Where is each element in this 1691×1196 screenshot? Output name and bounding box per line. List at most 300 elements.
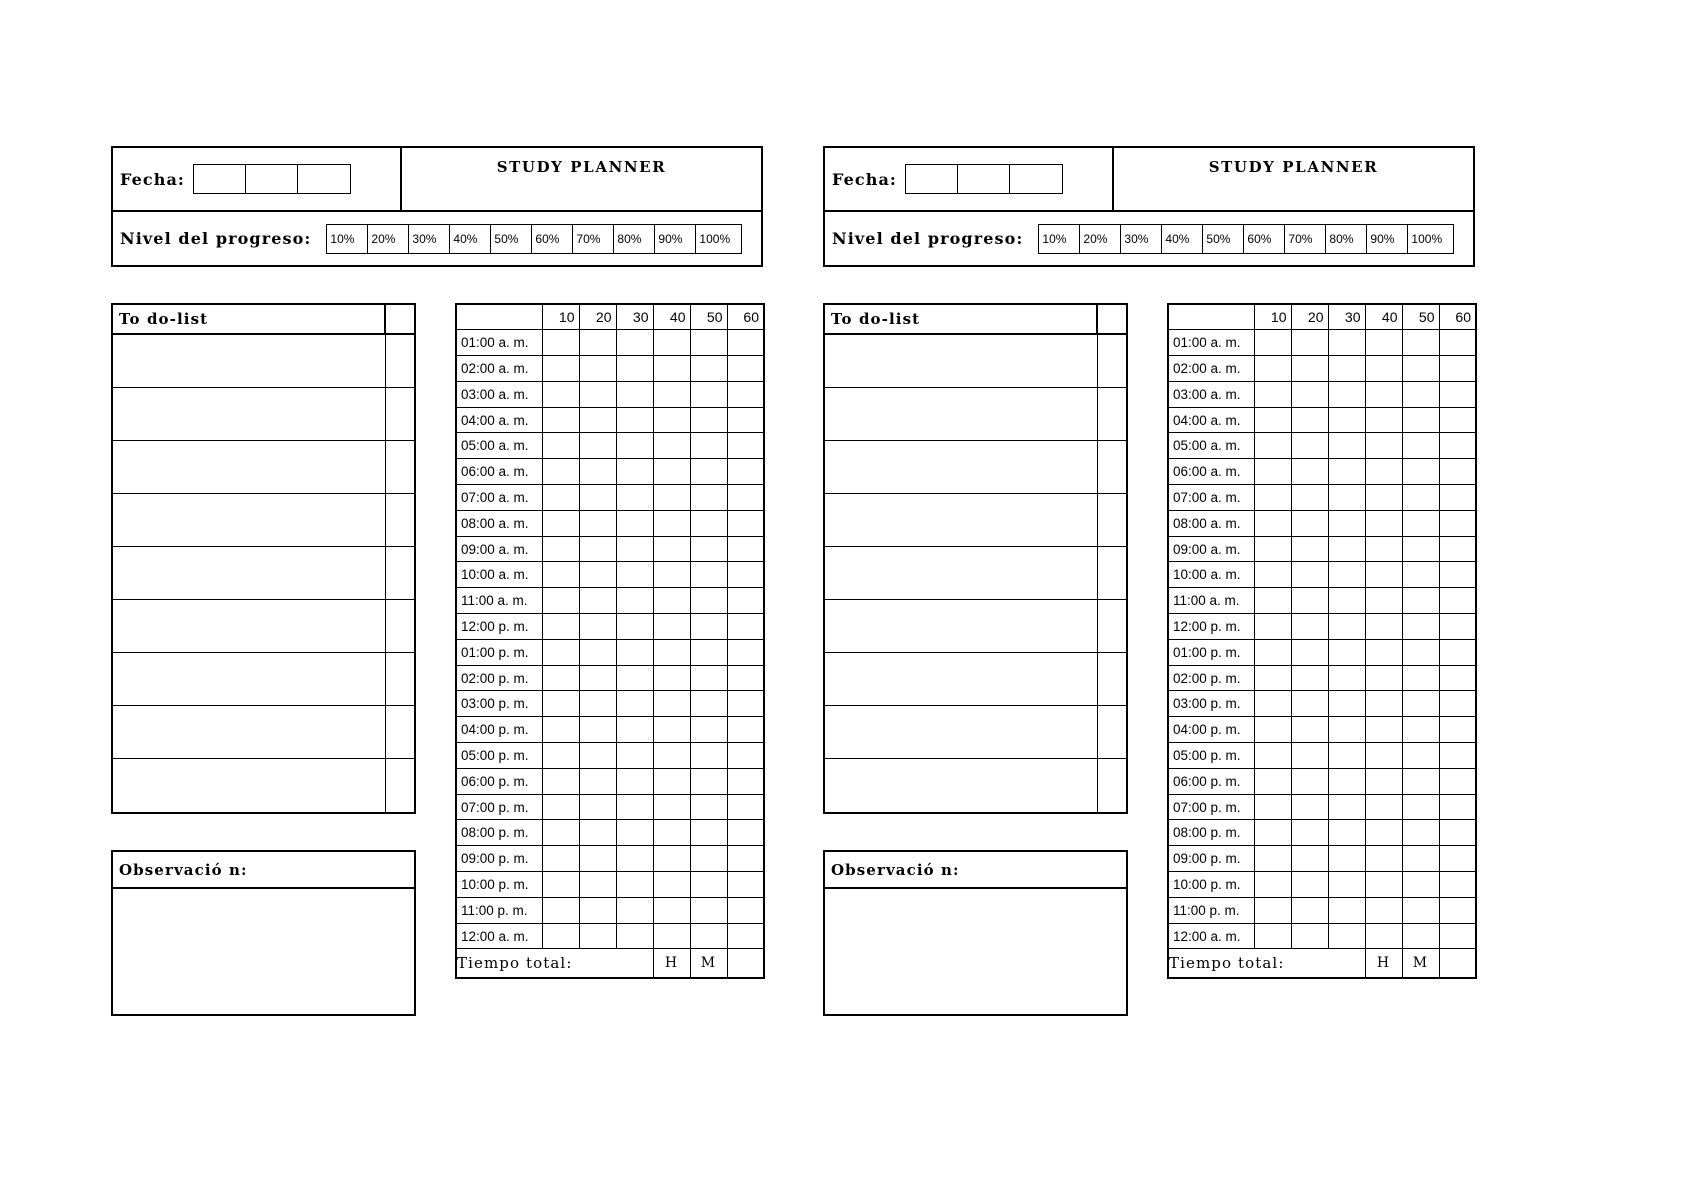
- time-slot-cell[interactable]: [690, 872, 727, 898]
- time-slot-cell[interactable]: [653, 614, 690, 640]
- time-slot-cell[interactable]: [616, 356, 653, 382]
- time-slot-cell[interactable]: [1402, 459, 1439, 485]
- total-minutes-value[interactable]: [727, 949, 764, 978]
- time-slot-cell[interactable]: [579, 614, 616, 640]
- date-box-year[interactable]: [298, 165, 350, 193]
- time-slot-cell[interactable]: [1328, 923, 1365, 949]
- time-slot-cell[interactable]: [1254, 330, 1291, 356]
- time-slot-cell[interactable]: [1365, 717, 1402, 743]
- time-slot-cell[interactable]: [1254, 356, 1291, 382]
- time-slot-cell[interactable]: [542, 330, 579, 356]
- time-slot-cell[interactable]: [1402, 510, 1439, 536]
- time-slot-cell[interactable]: [542, 794, 579, 820]
- todo-row-text[interactable]: [825, 335, 1098, 387]
- time-slot-cell[interactable]: [1439, 743, 1476, 769]
- progress-step-60[interactable]: 60%: [1244, 225, 1285, 253]
- todo-row-text[interactable]: [113, 653, 386, 705]
- time-slot-cell[interactable]: [727, 691, 764, 717]
- todo-row[interactable]: [113, 388, 414, 441]
- time-slot-cell[interactable]: [542, 897, 579, 923]
- todo-row[interactable]: [113, 494, 414, 547]
- time-slot-cell[interactable]: [542, 923, 579, 949]
- time-slot-cell[interactable]: [1328, 820, 1365, 846]
- todo-row-text[interactable]: [113, 388, 386, 440]
- time-slot-cell[interactable]: [653, 510, 690, 536]
- todo-row-text[interactable]: [825, 441, 1098, 493]
- time-slot-cell[interactable]: [1291, 356, 1328, 382]
- time-slot-cell[interactable]: [1365, 562, 1402, 588]
- time-slot-cell[interactable]: [1365, 614, 1402, 640]
- time-slot-cell[interactable]: [1328, 485, 1365, 511]
- time-slot-cell[interactable]: [1254, 536, 1291, 562]
- todo-row[interactable]: [113, 759, 414, 812]
- time-slot-cell[interactable]: [1254, 485, 1291, 511]
- progress-step-30[interactable]: 30%: [409, 225, 450, 253]
- time-slot-cell[interactable]: [690, 356, 727, 382]
- time-slot-cell[interactable]: [1439, 923, 1476, 949]
- progress-step-70[interactable]: 70%: [1285, 225, 1326, 253]
- time-slot-cell[interactable]: [579, 717, 616, 743]
- time-slot-cell[interactable]: [542, 665, 579, 691]
- time-slot-cell[interactable]: [1365, 536, 1402, 562]
- time-slot-cell[interactable]: [727, 356, 764, 382]
- time-slot-cell[interactable]: [1439, 459, 1476, 485]
- time-slot-cell[interactable]: [1402, 923, 1439, 949]
- time-slot-cell[interactable]: [1291, 717, 1328, 743]
- time-slot-cell[interactable]: [1328, 536, 1365, 562]
- todo-row-checkbox[interactable]: [1098, 494, 1126, 546]
- todo-row[interactable]: [825, 706, 1126, 759]
- time-slot-cell[interactable]: [1291, 459, 1328, 485]
- total-hours-unit[interactable]: H: [653, 949, 690, 978]
- time-slot-cell[interactable]: [653, 743, 690, 769]
- todo-row-checkbox[interactable]: [1098, 759, 1126, 812]
- todo-row-text[interactable]: [113, 600, 386, 652]
- todo-row-checkbox[interactable]: [386, 653, 414, 705]
- time-slot-cell[interactable]: [542, 614, 579, 640]
- time-slot-cell[interactable]: [727, 433, 764, 459]
- time-slot-cell[interactable]: [616, 846, 653, 872]
- time-slot-cell[interactable]: [579, 846, 616, 872]
- time-slot-cell[interactable]: [690, 459, 727, 485]
- time-slot-cell[interactable]: [1254, 897, 1291, 923]
- time-slot-cell[interactable]: [1328, 330, 1365, 356]
- time-slot-cell[interactable]: [579, 923, 616, 949]
- time-slot-cell[interactable]: [616, 923, 653, 949]
- time-slot-cell[interactable]: [1402, 562, 1439, 588]
- time-slot-cell[interactable]: [727, 562, 764, 588]
- todo-row[interactable]: [825, 335, 1126, 388]
- time-slot-cell[interactable]: [1402, 485, 1439, 511]
- progress-scale[interactable]: [326, 224, 742, 254]
- date-box-month[interactable]: [958, 165, 1010, 193]
- time-slot-cell[interactable]: [616, 330, 653, 356]
- time-slot-cell[interactable]: [579, 691, 616, 717]
- time-slot-cell[interactable]: [1328, 459, 1365, 485]
- todo-row-text[interactable]: [113, 494, 386, 546]
- time-slot-cell[interactable]: [1365, 381, 1402, 407]
- time-slot-cell[interactable]: [690, 768, 727, 794]
- time-slot-cell[interactable]: [727, 614, 764, 640]
- time-slot-cell[interactable]: [1439, 407, 1476, 433]
- progress-step-100[interactable]: 100%: [699, 232, 731, 246]
- time-slot-cell[interactable]: [1402, 768, 1439, 794]
- time-slot-cell[interactable]: [1328, 768, 1365, 794]
- time-slot-cell[interactable]: [579, 510, 616, 536]
- observation-textarea[interactable]: [113, 889, 414, 1014]
- time-slot-cell[interactable]: [579, 639, 616, 665]
- time-slot-cell[interactable]: [1365, 691, 1402, 717]
- time-slot-cell[interactable]: [1402, 897, 1439, 923]
- time-slot-cell[interactable]: [1402, 536, 1439, 562]
- time-slot-cell[interactable]: [579, 433, 616, 459]
- time-slot-cell[interactable]: [727, 639, 764, 665]
- time-slot-cell[interactable]: [653, 381, 690, 407]
- time-slot-cell[interactable]: [653, 562, 690, 588]
- time-slot-cell[interactable]: [1254, 923, 1291, 949]
- time-slot-cell[interactable]: [1291, 820, 1328, 846]
- progress-step-40[interactable]: 40%: [1162, 225, 1203, 253]
- time-slot-cell[interactable]: [1365, 639, 1402, 665]
- time-slot-cell[interactable]: [727, 846, 764, 872]
- time-slot-cell[interactable]: [727, 768, 764, 794]
- time-slot-cell[interactable]: [1439, 665, 1476, 691]
- time-slot-cell[interactable]: [1254, 639, 1291, 665]
- time-slot-cell[interactable]: [1439, 820, 1476, 846]
- todo-row-checkbox[interactable]: [1098, 441, 1126, 493]
- progress-step-100[interactable]: 100%: [1411, 232, 1443, 246]
- time-slot-cell[interactable]: [690, 820, 727, 846]
- time-slot-cell[interactable]: [1254, 433, 1291, 459]
- progress-step-50[interactable]: 50%: [491, 225, 532, 253]
- time-slot-cell[interactable]: [1365, 768, 1402, 794]
- todo-row-checkbox[interactable]: [386, 388, 414, 440]
- time-slot-cell[interactable]: [1365, 872, 1402, 898]
- time-slot-cell[interactable]: [542, 820, 579, 846]
- time-slot-cell[interactable]: [616, 794, 653, 820]
- time-slot-cell[interactable]: [542, 433, 579, 459]
- progress-step-10[interactable]: 10%: [327, 225, 368, 253]
- time-slot-cell[interactable]: [1439, 872, 1476, 898]
- time-slot-cell[interactable]: [542, 743, 579, 769]
- time-slot-cell[interactable]: [690, 536, 727, 562]
- time-slot-cell[interactable]: [1291, 510, 1328, 536]
- time-slot-cell[interactable]: [1439, 330, 1476, 356]
- time-slot-cell[interactable]: [1328, 381, 1365, 407]
- time-slot-cell[interactable]: [1402, 872, 1439, 898]
- progress-step-40[interactable]: 40%: [450, 225, 491, 253]
- time-slot-cell[interactable]: [1402, 356, 1439, 382]
- time-slot-cell[interactable]: [616, 510, 653, 536]
- time-slot-cell[interactable]: [579, 897, 616, 923]
- time-slot-cell[interactable]: [579, 407, 616, 433]
- time-slot-cell[interactable]: [653, 588, 690, 614]
- time-slot-cell[interactable]: [542, 485, 579, 511]
- time-slot-cell[interactable]: [1291, 536, 1328, 562]
- todo-row-text[interactable]: [825, 547, 1098, 599]
- date-boxes[interactable]: [193, 164, 351, 194]
- time-slot-cell[interactable]: [1254, 665, 1291, 691]
- time-slot-cell[interactable]: [727, 897, 764, 923]
- time-slot-cell[interactable]: [1439, 717, 1476, 743]
- todo-row-text[interactable]: [825, 494, 1098, 546]
- time-slot-cell[interactable]: [1254, 691, 1291, 717]
- time-slot-cell[interactable]: [1402, 691, 1439, 717]
- time-slot-cell[interactable]: [1439, 510, 1476, 536]
- time-slot-cell[interactable]: [1328, 588, 1365, 614]
- todo-row-text[interactable]: [113, 441, 386, 493]
- time-slot-cell[interactable]: [653, 639, 690, 665]
- time-slot-cell[interactable]: [690, 691, 727, 717]
- time-slot-cell[interactable]: [1365, 846, 1402, 872]
- time-slot-cell[interactable]: [1439, 768, 1476, 794]
- todo-row-text[interactable]: [113, 759, 386, 812]
- time-slot-cell[interactable]: [616, 743, 653, 769]
- time-slot-cell[interactable]: [1402, 588, 1439, 614]
- time-slot-cell[interactable]: [616, 897, 653, 923]
- time-slot-cell[interactable]: [727, 536, 764, 562]
- todo-row[interactable]: [113, 706, 414, 759]
- time-slot-cell[interactable]: [1402, 717, 1439, 743]
- time-slot-cell[interactable]: [542, 691, 579, 717]
- time-slot-cell[interactable]: [1291, 433, 1328, 459]
- time-slot-cell[interactable]: [1291, 897, 1328, 923]
- progress-step-60[interactable]: 60%: [532, 225, 573, 253]
- todo-row-checkbox[interactable]: [386, 335, 414, 387]
- time-slot-cell[interactable]: [1254, 820, 1291, 846]
- time-slot-cell[interactable]: [542, 639, 579, 665]
- todo-row-text[interactable]: [825, 759, 1098, 812]
- time-slot-cell[interactable]: [579, 485, 616, 511]
- time-slot-cell[interactable]: [616, 665, 653, 691]
- time-slot-cell[interactable]: [1291, 665, 1328, 691]
- time-slot-cell[interactable]: [653, 820, 690, 846]
- time-slot-cell[interactable]: [1365, 485, 1402, 511]
- time-slot-cell[interactable]: [653, 768, 690, 794]
- time-slot-cell[interactable]: [727, 717, 764, 743]
- time-slot-cell[interactable]: [616, 614, 653, 640]
- time-slot-cell[interactable]: [1254, 562, 1291, 588]
- time-slot-cell[interactable]: [542, 717, 579, 743]
- time-slot-cell[interactable]: [579, 743, 616, 769]
- time-slot-cell[interactable]: [542, 536, 579, 562]
- time-slot-cell[interactable]: [1291, 330, 1328, 356]
- time-slot-cell[interactable]: [542, 356, 579, 382]
- time-slot-cell[interactable]: [653, 794, 690, 820]
- time-slot-cell[interactable]: [1291, 614, 1328, 640]
- time-slot-cell[interactable]: [1254, 407, 1291, 433]
- todo-row[interactable]: [825, 388, 1126, 441]
- time-slot-cell[interactable]: [1328, 717, 1365, 743]
- time-slot-cell[interactable]: [727, 923, 764, 949]
- time-slot-cell[interactable]: [1439, 614, 1476, 640]
- todo-row-checkbox[interactable]: [386, 706, 414, 758]
- time-slot-cell[interactable]: [690, 794, 727, 820]
- time-slot-cell[interactable]: [1291, 794, 1328, 820]
- time-slot-cell[interactable]: [1402, 407, 1439, 433]
- time-slot-cell[interactable]: [579, 872, 616, 898]
- time-slot-cell[interactable]: [616, 536, 653, 562]
- todo-row[interactable]: [113, 441, 414, 494]
- time-slot-cell[interactable]: [1439, 536, 1476, 562]
- time-slot-cell[interactable]: [1328, 614, 1365, 640]
- time-slot-cell[interactable]: [690, 923, 727, 949]
- time-slot-cell[interactable]: [1402, 614, 1439, 640]
- time-slot-cell[interactable]: [1291, 639, 1328, 665]
- time-slot-cell[interactable]: [1291, 562, 1328, 588]
- todo-row-text[interactable]: [825, 653, 1098, 705]
- time-slot-cell[interactable]: [1254, 768, 1291, 794]
- time-slot-cell[interactable]: [1439, 381, 1476, 407]
- time-slot-cell[interactable]: [616, 485, 653, 511]
- time-slot-cell[interactable]: [1291, 872, 1328, 898]
- time-slot-cell[interactable]: [1291, 691, 1328, 717]
- total-minutes-unit[interactable]: M: [1402, 949, 1439, 978]
- time-slot-cell[interactable]: [579, 820, 616, 846]
- time-slot-cell[interactable]: [653, 330, 690, 356]
- todo-row[interactable]: [825, 547, 1126, 600]
- time-slot-cell[interactable]: [1254, 794, 1291, 820]
- time-slot-cell[interactable]: [542, 846, 579, 872]
- time-slot-cell[interactable]: [1439, 356, 1476, 382]
- todo-row[interactable]: [825, 441, 1126, 494]
- time-slot-cell[interactable]: [1291, 381, 1328, 407]
- time-slot-cell[interactable]: [542, 510, 579, 536]
- time-slot-cell[interactable]: [1328, 639, 1365, 665]
- time-slot-cell[interactable]: [1402, 794, 1439, 820]
- time-slot-cell[interactable]: [579, 381, 616, 407]
- time-slot-cell[interactable]: [542, 588, 579, 614]
- time-slot-cell[interactable]: [1291, 743, 1328, 769]
- time-slot-cell[interactable]: [1365, 820, 1402, 846]
- time-slot-cell[interactable]: [542, 872, 579, 898]
- time-slot-cell[interactable]: [1328, 872, 1365, 898]
- time-slot-cell[interactable]: [1365, 897, 1402, 923]
- todo-row[interactable]: [825, 759, 1126, 812]
- time-slot-cell[interactable]: [690, 665, 727, 691]
- time-slot-cell[interactable]: [1439, 846, 1476, 872]
- time-slot-cell[interactable]: [1328, 846, 1365, 872]
- time-slot-cell[interactable]: [653, 356, 690, 382]
- time-slot-cell[interactable]: [1291, 588, 1328, 614]
- time-slot-cell[interactable]: [727, 872, 764, 898]
- time-slot-cell[interactable]: [727, 820, 764, 846]
- observation-textarea[interactable]: [825, 889, 1126, 1014]
- todo-row-text[interactable]: [113, 706, 386, 758]
- time-slot-cell[interactable]: [727, 794, 764, 820]
- time-slot-cell[interactable]: [1402, 846, 1439, 872]
- time-slot-cell[interactable]: [579, 794, 616, 820]
- time-slot-cell[interactable]: [616, 588, 653, 614]
- time-slot-cell[interactable]: [690, 562, 727, 588]
- todo-row-checkbox[interactable]: [386, 759, 414, 812]
- time-slot-cell[interactable]: [1365, 588, 1402, 614]
- total-minutes-unit[interactable]: M: [690, 949, 727, 978]
- todo-row-checkbox[interactable]: [1098, 388, 1126, 440]
- time-slot-cell[interactable]: [1328, 897, 1365, 923]
- todo-row-checkbox[interactable]: [386, 547, 414, 599]
- time-slot-cell[interactable]: [1402, 820, 1439, 846]
- time-slot-cell[interactable]: [727, 485, 764, 511]
- time-slot-cell[interactable]: [1254, 872, 1291, 898]
- date-box-month[interactable]: [246, 165, 298, 193]
- time-slot-cell[interactable]: [727, 407, 764, 433]
- time-slot-cell[interactable]: [1402, 743, 1439, 769]
- time-slot-cell[interactable]: [579, 459, 616, 485]
- time-slot-cell[interactable]: [727, 330, 764, 356]
- time-slot-cell[interactable]: [690, 381, 727, 407]
- time-slot-cell[interactable]: [1254, 510, 1291, 536]
- time-slot-cell[interactable]: [727, 665, 764, 691]
- time-slot-cell[interactable]: [690, 407, 727, 433]
- time-slot-cell[interactable]: [1365, 510, 1402, 536]
- todo-row-checkbox[interactable]: [386, 441, 414, 493]
- time-slot-cell[interactable]: [1328, 562, 1365, 588]
- todo-row[interactable]: [113, 600, 414, 653]
- time-slot-cell[interactable]: [1365, 459, 1402, 485]
- time-slot-cell[interactable]: [1328, 743, 1365, 769]
- time-slot-cell[interactable]: [1328, 794, 1365, 820]
- time-slot-cell[interactable]: [690, 717, 727, 743]
- time-slot-cell[interactable]: [1365, 794, 1402, 820]
- time-slot-cell[interactable]: [542, 407, 579, 433]
- todo-row-checkbox[interactable]: [1098, 547, 1126, 599]
- todo-row[interactable]: [113, 653, 414, 706]
- todo-row[interactable]: [825, 600, 1126, 653]
- todo-row-checkbox[interactable]: [1098, 653, 1126, 705]
- time-slot-cell[interactable]: [1254, 846, 1291, 872]
- time-slot-cell[interactable]: [616, 381, 653, 407]
- date-box-day[interactable]: [194, 165, 246, 193]
- time-slot-cell[interactable]: [542, 562, 579, 588]
- time-slot-cell[interactable]: [1439, 794, 1476, 820]
- time-slot-cell[interactable]: [616, 691, 653, 717]
- total-hours-unit[interactable]: H: [1365, 949, 1402, 978]
- todo-row-text[interactable]: [825, 388, 1098, 440]
- date-boxes[interactable]: [905, 164, 1063, 194]
- todo-row-text[interactable]: [825, 600, 1098, 652]
- time-slot-cell[interactable]: [1254, 588, 1291, 614]
- progress-step-10[interactable]: 10%: [1039, 225, 1080, 253]
- time-slot-cell[interactable]: [653, 433, 690, 459]
- todo-row-checkbox[interactable]: [1098, 600, 1126, 652]
- time-slot-cell[interactable]: [1365, 743, 1402, 769]
- time-slot-cell[interactable]: [1291, 846, 1328, 872]
- time-slot-cell[interactable]: [1254, 743, 1291, 769]
- time-slot-cell[interactable]: [579, 665, 616, 691]
- time-slot-cell[interactable]: [653, 717, 690, 743]
- time-slot-cell[interactable]: [1365, 356, 1402, 382]
- time-slot-cell[interactable]: [616, 768, 653, 794]
- time-slot-cell[interactable]: [1402, 381, 1439, 407]
- time-slot-cell[interactable]: [1402, 665, 1439, 691]
- time-slot-cell[interactable]: [542, 768, 579, 794]
- time-slot-cell[interactable]: [1402, 639, 1439, 665]
- time-slot-cell[interactable]: [616, 433, 653, 459]
- time-slot-cell[interactable]: [653, 485, 690, 511]
- time-slot-cell[interactable]: [1328, 510, 1365, 536]
- time-slot-cell[interactable]: [1439, 897, 1476, 923]
- time-slot-cell[interactable]: [579, 768, 616, 794]
- time-slot-cell[interactable]: [653, 407, 690, 433]
- total-minutes-value[interactable]: [1439, 949, 1476, 978]
- progress-step-70[interactable]: 70%: [573, 225, 614, 253]
- time-slot-cell[interactable]: [616, 872, 653, 898]
- time-slot-cell[interactable]: [1328, 691, 1365, 717]
- date-box-year[interactable]: [1010, 165, 1062, 193]
- time-slot-cell[interactable]: [1402, 330, 1439, 356]
- todo-row-checkbox[interactable]: [1098, 706, 1126, 758]
